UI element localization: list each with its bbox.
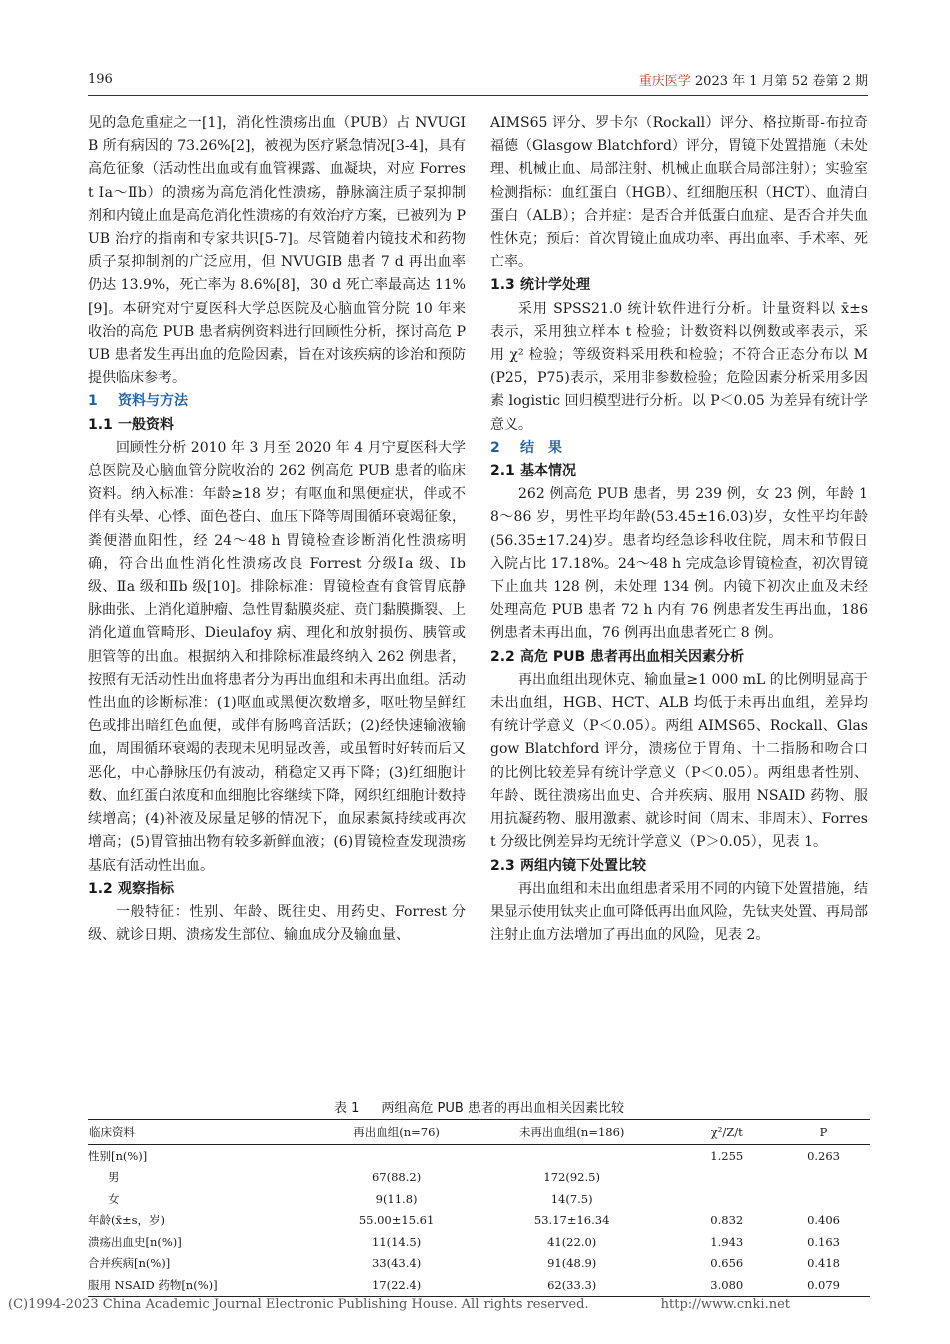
table-cell: 41(22.0): [547, 1234, 597, 1249]
table-cell: 17(22.4): [326, 1274, 467, 1296]
table-cell: 1.255: [710, 1148, 744, 1163]
header-cell: 未再出血组(n=186): [467, 1120, 676, 1145]
table-header-row: [88, 1120, 870, 1145]
left-column: [88, 112, 466, 947]
subsection-heading: [490, 460, 868, 483]
table-row: [88, 1167, 870, 1189]
right-paragraph: 再出血组和未出血组患者采用不同的内镜下处置措施，结果显示使用钛夹止血可降低再出血风险，先钛夹处置、再局部注射止血方法增加了再出血的风险，见表 2。: [490, 880, 868, 944]
table-cell: 性别[n(%)]: [88, 1148, 148, 1163]
table-cell: 1.943: [710, 1234, 744, 1249]
journal-header: [639, 70, 868, 89]
table-title: 两组高危 PUB 患者的再出血相关因素比较: [381, 1101, 624, 1116]
heading-text: 一般资料: [118, 416, 174, 433]
section-heading: [88, 390, 466, 413]
heading-number: 1.3: [490, 277, 515, 294]
left-paragraph: 见的急危重症之一[1]，消化性溃疡出血（PUB）占 NVUGIB 所有病因的 73.26%[2]，被视为医疗紧急情况[3-4]，具有高危征象（活动性出血或有血管裸露、血凝块，对应 Forrest Ⅰa～Ⅱb）的溃疡为高危消化性溃疡，静脉滴注质子泵抑制剂和内镜止血是高危消化性溃疡的有效治疗方案，已被列为 PUB 治疗的指南和专家共识[5-7]。尽管随着内镜技术和药物质子泵抑制剂的广泛应用，但 NVUGIB 患者 7 d 再出血率仍达 13.9%，死亡率为 8.6%[8]，30 d 死亡率最高达 11%[9]。本研究对宁夏医科大学总医院及心脑血管分院 10 年来收治的高危 PUB 患者病例资料进行回顾性分析，探讨高危 PUB 患者发生再出血的危险因素，旨在对该疾病的诊治和预防提供临床参考。: [88, 115, 466, 387]
heading-number: 1.1: [88, 416, 113, 433]
table-cell: 53.17±16.34: [533, 1213, 610, 1228]
table-cell: 0.079: [777, 1274, 870, 1296]
table-cell: 9(11.8): [375, 1191, 418, 1206]
heading-text: 基本情况: [520, 463, 576, 480]
table-row: [88, 1210, 870, 1232]
table-cell: 3.080: [676, 1274, 777, 1296]
table-cell: 合并疾病[n(%)]: [88, 1256, 171, 1271]
page-number: 196: [88, 72, 113, 87]
header-cell: 再出血组(n=76): [326, 1120, 467, 1145]
table-caption: [88, 1097, 870, 1116]
right-column: [490, 112, 868, 947]
table-cell: [467, 1145, 676, 1167]
data-table: [88, 1119, 870, 1297]
heading-text: 统计学处理: [520, 277, 590, 294]
table-cell: [777, 1167, 870, 1189]
table-cell: 0.406: [807, 1213, 841, 1228]
journal-issue: 2023 年 1 月第 52 卷第 2 期: [690, 74, 868, 89]
section-heading: [490, 437, 868, 460]
heading-number: 2.2: [490, 648, 515, 665]
table-cell: 0.263: [807, 1148, 841, 1163]
table-number: 表 1: [334, 1101, 360, 1116]
table-row: [88, 1253, 870, 1275]
subsection-heading: [490, 274, 868, 297]
table-cell: 0.418: [807, 1256, 841, 1271]
website-link[interactable]: http://www.cnki.net: [660, 1297, 790, 1312]
table-cell: 62(33.3): [467, 1274, 676, 1296]
left-paragraph: 一般特征：性别、年龄、既往史、用药史、Forrest 分级、就诊日期、溃疡发生部位、输血成分及输血量、: [88, 903, 466, 944]
header-rule: [88, 95, 868, 96]
subsection-heading: [490, 855, 868, 878]
table-cell: 33(43.4): [371, 1256, 422, 1271]
table-row: [88, 1231, 870, 1253]
table-cell: 55.00±15.61: [358, 1213, 435, 1228]
table-cell: 14(7.5): [550, 1191, 593, 1206]
header-cell: χ²/Z/t: [676, 1120, 777, 1145]
table-cell: 年龄(x̄±s，岁): [88, 1213, 165, 1228]
right-paragraph: AIMS65 评分、罗卡尔（Rockall）评分、格拉斯哥-布拉奇福德（Glasgow Blatchford）评分，胃镜下处置措施（未处理、机械止血、局部注射、机械止血联合局部注射）；实验室检测指标：血红蛋白（HGB）、红细胞压积（HCT）、血清白蛋白（ALB）；合并症：是否合并低蛋白血症、是否合并失血性休克；预后：首次胃镜止血成功率、再出血率、手术率、死亡率。: [490, 115, 868, 271]
journal-name: 重庆医学: [638, 74, 691, 89]
right-paragraph: 再出血组出现休克、输血量≥1 000 mL 的比例明显高于未出血组，HGB、HCT、ALB 均低于未再出血组，差异均有统计学意义（P＜0.05）。两组 AIMS65、Rockall、Glasgow Blatchford 评分，溃疡位于胃角、十二指肠和吻合口的比例比较差异有统计学意义（P＜0.05）。两组患者性别、年龄、既往溃疡出血史、合并疾病、服用 NSAID 药物、服用抗凝药物、服用激素、就诊时间（周末、非周末）、Forrest 分级比例差异均无统计学意义（P＞0.05），见表 1。: [490, 671, 868, 851]
right-paragraph: 采用 SPSS21.0 统计软件进行分析。计量资料以 x̄±s 表示，采用独立样本 t 检验；计数资料以例数或率表示，采用 χ² 检验；等级资料采用秩和检验；不符合正态分布以 M(P25，P75)表示，采用非参数检验；危险因素分析采用多因素 logistic 回归模型进行分析。以 P＜0.05 为差异有统计学意义。: [490, 300, 868, 433]
heading-text: 资料与方法: [118, 393, 188, 410]
header-cell: 临床资料: [88, 1120, 326, 1145]
subsection-heading: [490, 646, 868, 669]
heading-text: 观察指标: [118, 880, 174, 897]
table-cell: [777, 1188, 870, 1210]
heading-number: 2.3: [490, 857, 515, 874]
heading-text: 两组内镜下处置比较: [520, 857, 646, 874]
table-cell: [326, 1145, 467, 1167]
table-row: [88, 1188, 870, 1210]
table-cell: 0.832: [710, 1213, 744, 1228]
heading-number: 1: [88, 393, 98, 410]
table-cell: 溃疡出血史[n(%)]: [88, 1234, 182, 1249]
table-row: [88, 1145, 870, 1167]
heading-number: 2: [490, 439, 500, 456]
table-cell: [676, 1188, 777, 1210]
table-cell: 67(88.2): [371, 1170, 422, 1185]
table-cell: 0.163: [807, 1234, 841, 1249]
table-row: [88, 1274, 870, 1296]
table-cell: 服用 NSAID 药物[n(%)]: [88, 1274, 326, 1296]
table-cell: 男: [108, 1170, 120, 1185]
heading-number: 1.2: [88, 880, 113, 897]
heading-number: 2.1: [490, 463, 515, 480]
header-cell: P: [777, 1120, 870, 1145]
subsection-heading: [88, 878, 466, 901]
copyright-notice: (C)1994-2023 China Academic Journal Electronic Publishing House. All rights reserved.: [8, 1297, 589, 1312]
table-cell: 172(92.5): [543, 1170, 600, 1185]
table-cell: 11(14.5): [371, 1234, 422, 1249]
heading-text: 高危 PUB 患者再出血相关因素分析: [520, 648, 745, 665]
heading-text: 结 果: [520, 439, 562, 456]
subsection-heading: [88, 414, 466, 437]
table-cell: [676, 1167, 777, 1189]
left-paragraph: 回顾性分析 2010 年 3 月至 2020 年 4 月宁夏医科大学总医院及心脑血管分院收治的 262 例高危 PUB 患者的临床资料。纳入标准：年龄≥18 岁；有呕血和黑便症状，伴或不伴有头晕、心悸、面色苍白、血压下降等周围循环衰竭征象，粪便潜血阳性，经 24～48 h 胃镜检查诊断消化性溃疡明确，符合出血性消化性溃疡改良 Forrest 分级Ⅰa 级、Ⅰb 级、Ⅱa 级和Ⅱb 级[10]。排除标准：胃镜检查有食管胃底静脉曲张、上消化道肿瘤、急性胃黏膜炎症、贲门黏膜撕裂、上消化道血管畸形、Dieulafoy 病、理化和放射损伤、胰管或胆管等的出血。根据纳入和排除标准最终纳入 262 例患者，按照有无活动性出血将患者分为再出血组和未再出血组。活动性出血的诊断标准：(1)呕血或黑便次数增多，呕吐物呈鲜红色或排出暗红色血便，或伴有肠鸣音活跃；(2)经快速输液输血，周围循环衰竭的表现未见明显改善，或虽暂时好转而后又恶化，中心静脉压仍有波动，稍稳定又再下降；(3)红细胞计数、血红蛋白浓度和血细胞比容继续下降，网织红细胞计数持续增高；(4)补液及尿量足够的情况下，血尿素氮持续或再次增高；(5)胃管抽出物有较多新鲜血液；(6)胃镜检查发现溃疡基底有活动性出血。: [88, 439, 466, 874]
table-cell: 91(48.9): [547, 1256, 597, 1271]
right-paragraph: 262 例高危 PUB 患者，男 239 例，女 23 例，年龄 18～86 岁，男性平均年龄(53.45±16.03)岁，女性平均年龄(56.35±17.24)岁。患者均经急诊科收住院，周末和节假日入院占比 17.18%。24～48 h 完成急诊胃镜检查，初次胃镜下止血共 128 例，未处理 134 例。内镜下初次止血及未经处理高危 PUB 患者 72 h 内有 76 例患者发生再出血，186 例患者未再出血，76 例再出血患者死亡 8 例。: [490, 486, 868, 642]
table-cell: 0.656: [710, 1256, 744, 1271]
table-cell: 女: [108, 1191, 120, 1206]
